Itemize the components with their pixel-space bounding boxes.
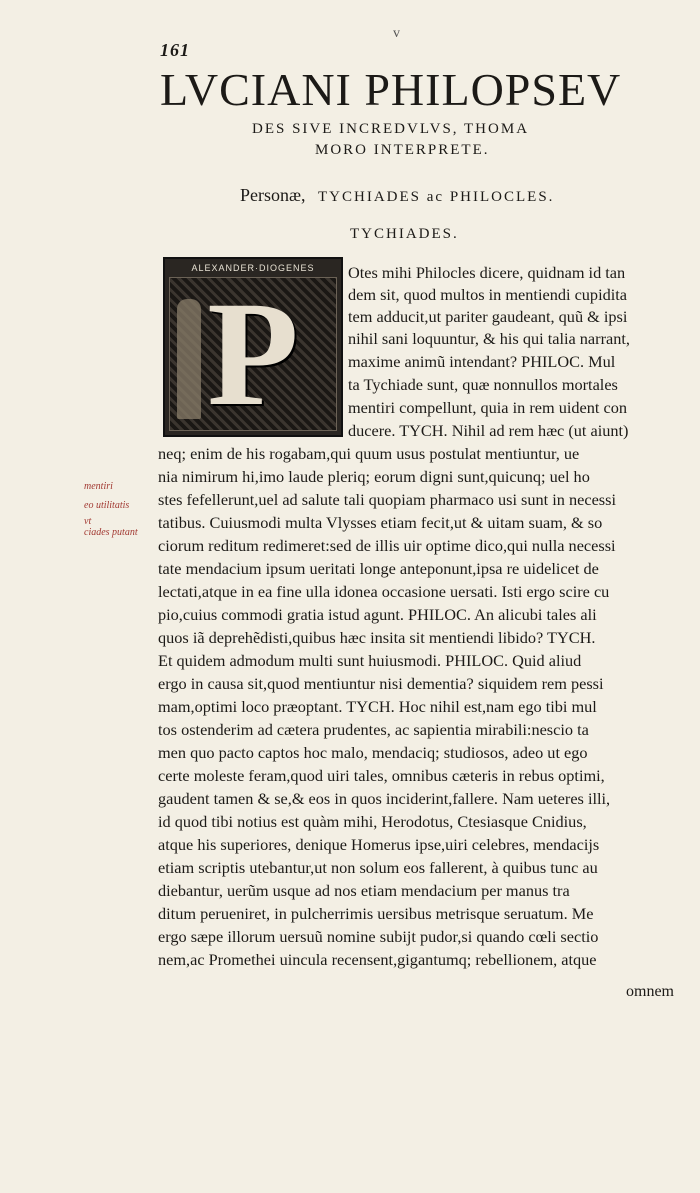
- text-line: mentiri compellunt, quia in rem uident con: [348, 398, 627, 417]
- text-line: nia nimirum hi,imo laude pleriq; eorum digni sunt,quicunq; uel ho: [158, 467, 590, 486]
- text-line: tatibus. Cuiusmodi multa Vlysses etiam fecit,ut & uitam suam, & so: [158, 513, 603, 532]
- text-line: atque his superiores, denique Homerus ipse,uiri celebres, mendacijs: [158, 835, 600, 854]
- text-line: ergo in causa sit,quod mentiuntur nisi dementia? siquidem rem pessi: [158, 674, 604, 693]
- margin-note: ciades putant: [84, 527, 138, 538]
- subtitle-line-2: MORO INTERPRETE.: [315, 142, 490, 158]
- text-line: mam,optimi loco præoptant. TYCH. Hoc nihil est,nam ego tibi mul: [158, 697, 597, 716]
- text-line: ta Tychiade sunt, quæ nonnullos mortales: [348, 375, 618, 394]
- text-line: ducere. TYCH. Nihil ad rem hæc (ut aiunt): [348, 421, 629, 440]
- text-line: neq; enim de his rogabam,qui quum usus postulat mentiuntur, ue: [158, 444, 580, 463]
- initial-letter: P: [207, 271, 299, 437]
- text-line: dem sit, quod multos in mentiendi cupidita: [348, 285, 628, 304]
- text-line: nihil sani loquuntur, & his qui talia narrant,: [348, 329, 630, 348]
- text-line: id quod tibi notius est quàm mihi, Herodotus, Ctesiasque Cnidius,: [158, 812, 587, 831]
- text-line: tate mendacium ipsum ueritati longe anteponunt,ipsa re uidelicet de: [158, 559, 599, 578]
- text-line: Otes mihi Philocles dicere, quidnam id tan: [348, 263, 626, 282]
- text-line: certe moleste feram,quod uiri tales, omnibus cæteris in rebus optimi,: [158, 766, 605, 785]
- margin-note: vt: [84, 516, 92, 527]
- text-line: tos ostenderim ad cætera prudentes, ac sapientia mirabili:nescio ta: [158, 720, 589, 739]
- text-line: Et quidem admodum multi sunt huiusmodi. PHILOC. Quid aliud: [158, 651, 582, 670]
- woodcut-initial: [163, 257, 343, 437]
- text-line: ergo sæpe illorum uersuũ nomine subijt pudor,si quando cœli sectio: [158, 927, 599, 946]
- catchword: omnem: [626, 983, 674, 1000]
- text-line: pio,cuius commodi gratia istud agunt. PHILOC. An alicubi tales ali: [158, 605, 597, 624]
- text-line: ditum perueniret, in pulcherrimis uersibus metrisque seruatum. Me: [158, 904, 594, 923]
- text-line: men quo pacto captos hoc malo, mendaciq; studiosos, adeo ut ego: [158, 743, 588, 762]
- text-line: etiam scriptis utebantur,ut non solum eos fallerent, à quibus tunc au: [158, 858, 598, 877]
- personae-heading: [240, 185, 554, 206]
- speaker-heading: TYCHIADES.: [350, 226, 459, 242]
- margin-note: mentiri: [84, 481, 113, 492]
- initial-caption: ALEXANDER·DIOGENES: [191, 263, 315, 273]
- page-title: LVCIANI PHILOPSEV: [160, 64, 622, 115]
- page-number: 161: [160, 40, 190, 60]
- personae-label: Personæ,: [240, 185, 306, 205]
- text-line: tem adducit,ut pariter gaudeant, quũ & ipsi: [348, 307, 628, 326]
- text-line: ciorum reditum redimeret:sed de illis uir optime dico,qui nulla necessi: [158, 536, 616, 555]
- margin-note: eo utilitatis: [84, 500, 130, 511]
- text-line: diebantur, uerũm usque ad nos etiam mendacium per manus tra: [158, 881, 570, 900]
- text-line: maxime animũ intendant? PHILOC. Mul: [348, 352, 616, 371]
- text-line: nem,ac Promethei uincula recensent,gigantumq; rebellionem, atque: [158, 950, 597, 969]
- text-line: gaudent tamen & se,& eos in quos inciderint,fallere. Nam ueteres illi,: [158, 789, 611, 808]
- subtitle-line-1: DES SIVE INCREDVLVS, THOMA: [252, 121, 530, 137]
- text-line: quos iã deprehẽdisti,quibus hæc insita sit mentiendi libido? TYCH.: [158, 628, 596, 647]
- text-line: lectati,atque in ea fine ulla idonea occasione uersati. Isti ergo scire cu: [158, 582, 610, 601]
- text-line: stes fefellerunt,uel ad salute tali quopiam pharmaco usi sunt in necessi: [158, 490, 617, 509]
- personae-names: TYCHIADES ac PHILOCLES.: [318, 189, 555, 205]
- page-mark: v: [393, 26, 400, 41]
